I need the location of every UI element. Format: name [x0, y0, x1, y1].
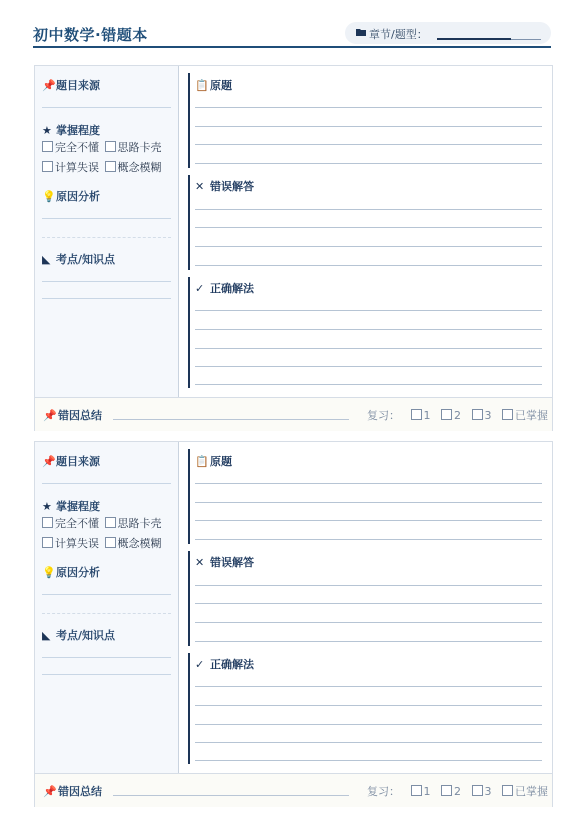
checkbox[interactable] — [502, 409, 513, 420]
correct-label: 正确解法 — [210, 282, 254, 295]
review-option-1[interactable]: 1 — [411, 409, 431, 422]
correct-heading — [195, 656, 254, 672]
review-option-3[interactable]: 3 — [472, 409, 492, 422]
folder-icon — [356, 28, 366, 36]
wrong-heading — [195, 554, 254, 570]
mastery-heading — [42, 122, 100, 138]
card-footer — [35, 397, 552, 431]
correct-line[interactable] — [195, 760, 542, 761]
review-option-2[interactable]: 2 — [441, 409, 461, 422]
chapter-field[interactable] — [345, 22, 551, 44]
wrong-line[interactable] — [195, 246, 542, 247]
checkbox-option-1[interactable]: 完全不懂 — [42, 517, 99, 530]
reason-line-2[interactable] — [42, 237, 171, 238]
lightbulb-icon: 💡 — [42, 190, 56, 203]
correct-line[interactable] — [195, 724, 542, 725]
wrong-label: 错误解答 — [210, 556, 254, 569]
correct-line[interactable] — [195, 310, 542, 311]
pin-icon: 📌 — [43, 785, 57, 798]
knowledge-heading — [42, 627, 115, 643]
pin-icon: 📌 — [42, 455, 56, 468]
checkbox[interactable] — [105, 517, 116, 528]
review-tracker — [367, 407, 548, 423]
chapter-label: 章节/题型： — [369, 28, 428, 41]
summary-label: 错因总结 — [58, 409, 102, 422]
clipboard-icon: 📋 — [195, 79, 209, 92]
original-line[interactable] — [195, 539, 542, 540]
card-sidebar — [35, 442, 179, 773]
original-line[interactable] — [195, 107, 542, 108]
review-option-1[interactable]: 1 — [411, 785, 431, 798]
mastery-row-2 — [42, 535, 162, 551]
reason-heading — [42, 188, 100, 204]
original-line[interactable] — [195, 126, 542, 127]
knowledge-line-2[interactable] — [42, 674, 171, 675]
set-square-icon: ◣ — [42, 253, 51, 266]
wrong-line[interactable] — [195, 209, 542, 210]
wrong-line[interactable] — [195, 227, 542, 228]
review-option-mastered[interactable]: 已掌握 — [502, 409, 548, 422]
review-option-mastered[interactable]: 已掌握 — [502, 785, 548, 798]
wrong-label: 错误解答 — [210, 180, 254, 193]
checkbox[interactable] — [105, 537, 116, 548]
section-bar — [188, 551, 190, 646]
wrong-line[interactable] — [195, 603, 542, 604]
checkbox-option-2[interactable]: 思路卡壳 — [103, 141, 162, 154]
knowledge-heading — [42, 251, 115, 267]
original-heading — [195, 453, 232, 469]
checkbox[interactable] — [105, 161, 116, 172]
correct-line[interactable] — [195, 686, 542, 687]
knowledge-label: 考点/知识点 — [56, 253, 116, 266]
reason-line-1[interactable] — [42, 594, 171, 595]
original-line[interactable] — [195, 483, 542, 484]
summary-heading — [43, 407, 102, 423]
source-line[interactable] — [42, 107, 171, 108]
review-label: 复习： — [367, 785, 400, 798]
original-label: 原题 — [210, 79, 232, 92]
reason-heading — [42, 564, 100, 580]
checkbox[interactable] — [42, 161, 53, 172]
section-bar — [188, 277, 190, 388]
correct-line[interactable] — [195, 329, 542, 330]
checkbox[interactable] — [42, 517, 53, 528]
lightbulb-icon: 💡 — [42, 566, 56, 579]
mastery-row-2 — [42, 159, 162, 175]
mastery-label: 掌握程度 — [56, 124, 100, 137]
original-line[interactable] — [195, 520, 542, 521]
correct-line[interactable] — [195, 366, 542, 367]
section-bar — [188, 175, 190, 270]
mastery-row-1 — [42, 515, 162, 531]
checkbox[interactable] — [502, 785, 513, 796]
reason-line-1[interactable] — [42, 218, 171, 219]
knowledge-label: 考点/知识点 — [56, 629, 116, 642]
section-bar — [188, 653, 190, 764]
source-label: 题目来源 — [56, 79, 100, 92]
mastery-row-1 — [42, 139, 162, 155]
original-label: 原题 — [210, 455, 232, 468]
wrong-heading — [195, 178, 254, 194]
section-bar — [188, 73, 190, 168]
correct-heading — [195, 280, 254, 296]
star-icon: ★ — [42, 124, 52, 137]
cross-icon: ✕ — [195, 180, 205, 193]
checkbox[interactable] — [441, 409, 452, 420]
page-title: 初中数学·错题本 — [33, 26, 148, 44]
checkbox[interactable] — [472, 409, 483, 420]
pin-icon: 📌 — [43, 409, 57, 422]
card-main — [179, 66, 552, 397]
correct-line[interactable] — [195, 384, 542, 385]
star-icon: ★ — [42, 500, 52, 513]
wrong-line[interactable] — [195, 622, 542, 623]
check-icon: ✓ — [195, 658, 205, 671]
reason-label: 原因分析 — [56, 190, 100, 203]
summary-heading — [43, 783, 102, 799]
pin-icon: 📌 — [42, 79, 56, 92]
checkbox[interactable] — [411, 785, 422, 796]
reason-label: 原因分析 — [56, 566, 100, 579]
correct-label: 正确解法 — [210, 658, 254, 671]
checkbox[interactable] — [472, 785, 483, 796]
source-heading — [42, 77, 100, 93]
check-icon: ✓ — [195, 282, 205, 295]
cross-icon: ✕ — [195, 556, 205, 569]
chapter-underline-tail — [511, 39, 541, 40]
clipboard-icon: 📋 — [195, 455, 209, 468]
original-heading — [195, 77, 232, 93]
source-label: 题目来源 — [56, 455, 100, 468]
knowledge-line-1[interactable] — [42, 281, 171, 282]
wrong-line[interactable] — [195, 585, 542, 586]
checkbox[interactable] — [105, 141, 116, 152]
checkbox[interactable] — [411, 409, 422, 420]
section-bar — [188, 449, 190, 544]
original-line[interactable] — [195, 502, 542, 503]
checkbox-option-3[interactable]: 计算失误 — [42, 537, 99, 550]
checkbox-option-3[interactable]: 计算失误 — [42, 161, 99, 174]
wrong-line[interactable] — [195, 265, 542, 266]
knowledge-line-1[interactable] — [42, 657, 171, 658]
correct-line[interactable] — [195, 742, 542, 743]
summary-line[interactable] — [113, 419, 349, 420]
correct-line[interactable] — [195, 705, 542, 706]
mistake-card-2 — [34, 441, 553, 807]
review-option-3[interactable]: 3 — [472, 785, 492, 798]
correct-line[interactable] — [195, 348, 542, 349]
card-sidebar — [35, 66, 179, 397]
checkbox[interactable] — [441, 785, 452, 796]
original-line[interactable] — [195, 163, 542, 164]
checkbox-option-2[interactable]: 思路卡壳 — [103, 517, 162, 530]
original-line[interactable] — [195, 144, 542, 145]
review-option-2[interactable]: 2 — [441, 785, 461, 798]
checkbox-option-1[interactable]: 完全不懂 — [42, 141, 99, 154]
checkbox[interactable] — [42, 141, 53, 152]
source-heading — [42, 453, 100, 469]
card-footer — [35, 773, 552, 807]
mastery-heading — [42, 498, 100, 514]
set-square-icon: ◣ — [42, 629, 51, 642]
header-rule — [33, 46, 551, 48]
wrong-line[interactable] — [195, 641, 542, 642]
summary-label: 错因总结 — [58, 785, 102, 798]
reason-line-2[interactable] — [42, 613, 171, 614]
summary-line[interactable] — [113, 795, 349, 796]
knowledge-line-2[interactable] — [42, 298, 171, 299]
checkbox-option-4[interactable]: 概念模糊 — [103, 161, 162, 174]
review-tracker — [367, 783, 548, 799]
card-main — [179, 442, 552, 773]
mastery-label: 掌握程度 — [56, 500, 100, 513]
checkbox-option-4[interactable]: 概念模糊 — [103, 537, 162, 550]
source-line[interactable] — [42, 483, 171, 484]
mistake-card-1 — [34, 65, 553, 431]
checkbox[interactable] — [42, 537, 53, 548]
review-label: 复习： — [367, 409, 400, 422]
chapter-underline — [437, 38, 511, 40]
page-header — [33, 22, 551, 46]
